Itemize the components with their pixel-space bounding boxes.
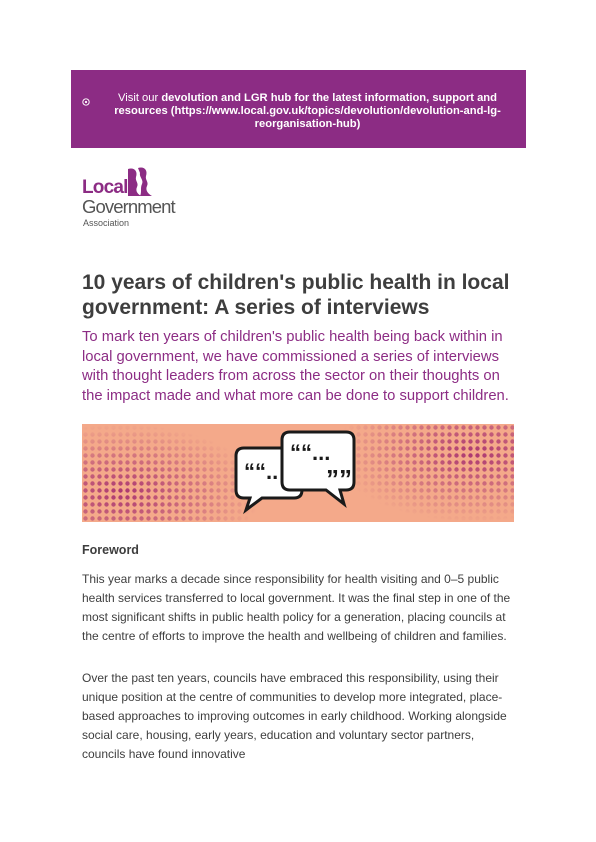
page-title: 10 years of children's public health in local government: A series of interviews — [82, 271, 510, 319]
foreword-paragraph-2: Over the past ten years, councils have embraced this responsibility, using their unique position at the centre of communities to develop more integrated, place-based approaches to improving outcomes in early childhood. Working alongside social care, housing, early years, education and voluntary sector partners, councils have found innovative — [82, 671, 507, 761]
foreword-heading: Foreword — [82, 543, 139, 557]
lga-logo-mark — [128, 167, 152, 196]
page-subtitle: To mark ten years of children's public health being back within in local government, we have commissioned a series of interviews with thought leaders from across the sector on their thoughts on the impact made and what more can be done to support children. — [82, 329, 509, 404]
logo-line-government: Government — [82, 196, 175, 217]
lga-logo — [82, 165, 192, 231]
bubble-left-text: ““.. — [244, 459, 279, 484]
devolution-hub-link[interactable]: devolution and LGR hub for the latest information, support and resources (https://www.local.gov.uk/topics/devolution/devolution-and-lg-reorganisation-hub) — [114, 92, 501, 130]
bubble-right-close-quote: ”” — [326, 464, 352, 494]
bubble-right-open-quote: ““... — [290, 440, 331, 465]
banner-text — [101, 92, 514, 131]
info-icon — [82, 98, 90, 106]
banner-prefix: Visit our — [118, 92, 162, 104]
logo-line-local: Local — [82, 177, 128, 198]
foreword-paragraph-1: This year marks a decade since responsibility for health visiting and 0–5 public health services transferred to local government. It was the final step in one of the most significant shifts in public health policy for a generation, placing councils at the centre of efforts to improve the health and wellbeing of children and families. — [82, 572, 511, 643]
speech-bubbles-illustration — [82, 424, 514, 522]
logo-line-association: Association — [83, 218, 130, 228]
notification-banner — [71, 70, 526, 148]
